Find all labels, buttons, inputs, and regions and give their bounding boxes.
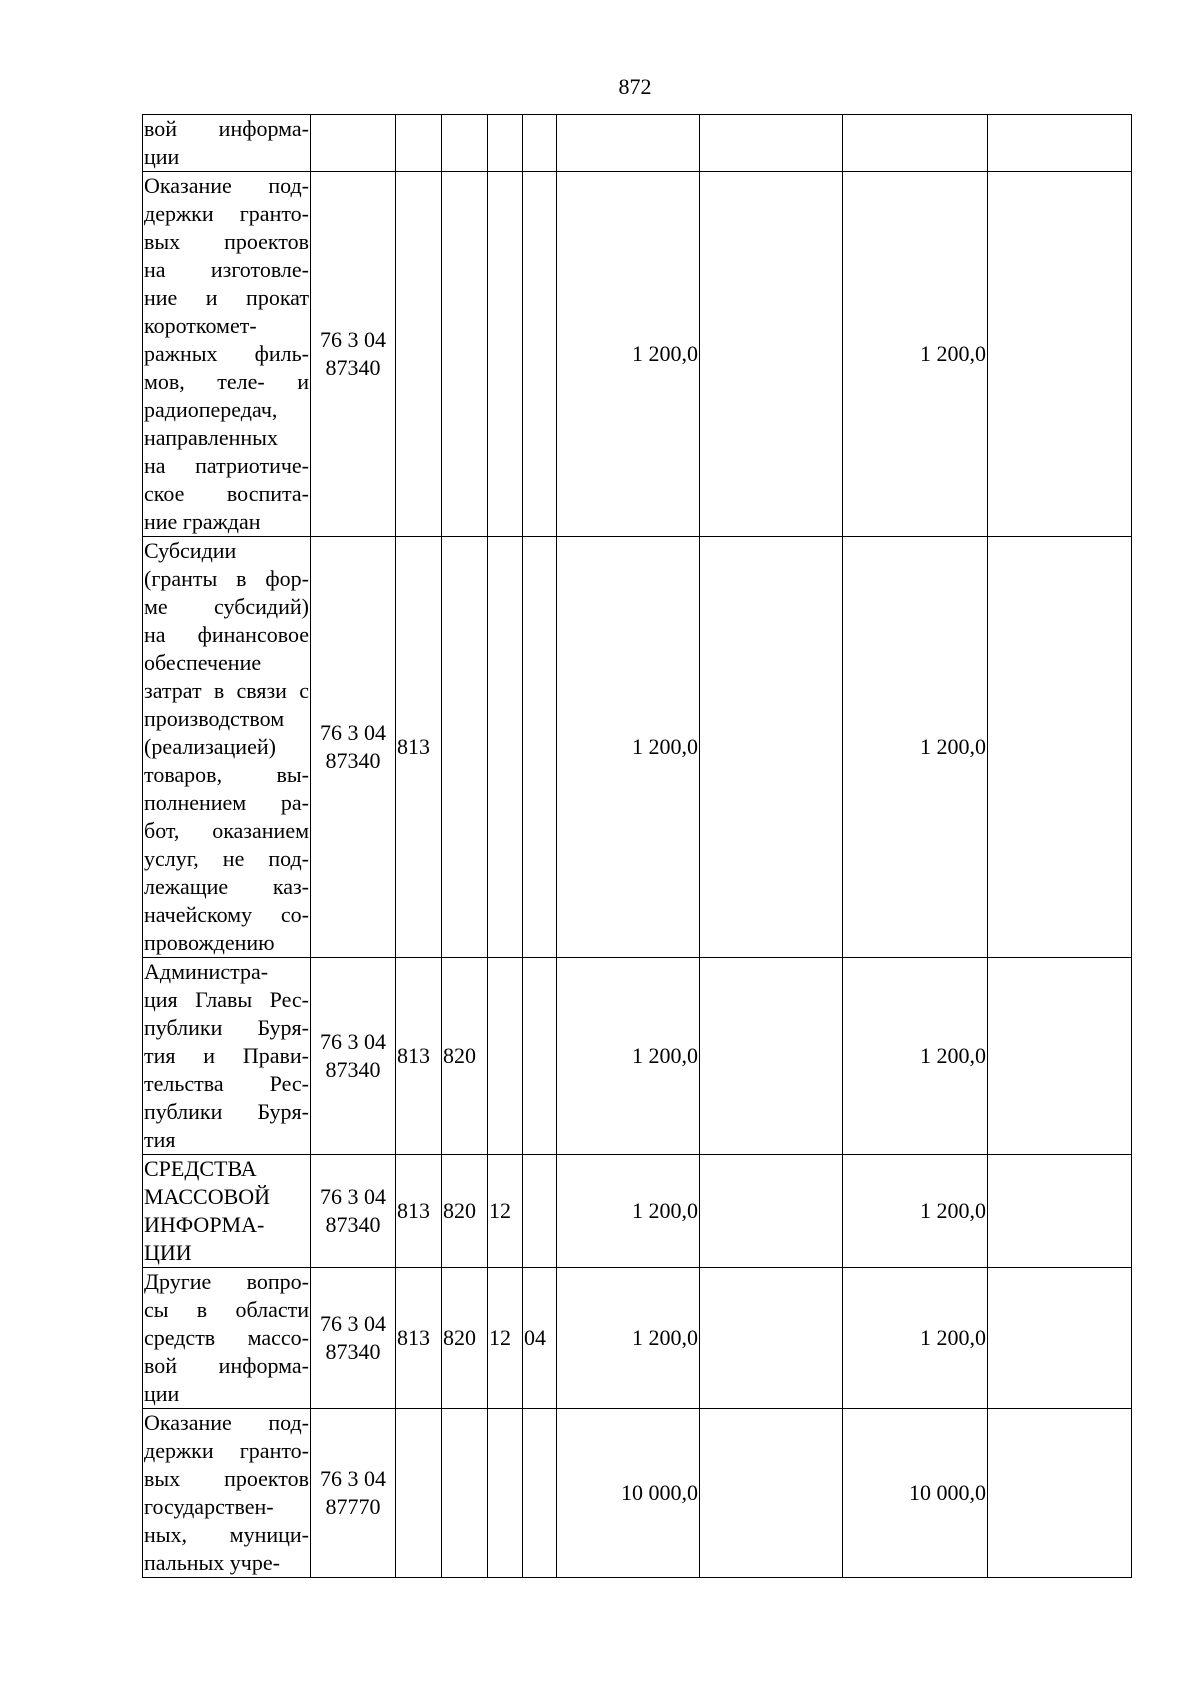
row-name-line: (реализацией) [144, 734, 276, 759]
row-name-line: радиопередач, [144, 397, 278, 422]
row-name-cell [143, 1268, 311, 1409]
row-name-line: сы в области [144, 1297, 309, 1322]
row-name-line: полнением ра- [144, 790, 309, 815]
subsection-code [523, 958, 557, 1155]
row-name-line: мов, теле- и [144, 369, 309, 394]
row-name-cell [143, 172, 311, 537]
expense-type-code [396, 115, 442, 172]
amount-cell: 1 200,0 [557, 1155, 700, 1268]
ministry-code [442, 1409, 488, 1578]
amount-cell: 10 000,0 [843, 1409, 988, 1578]
row-name-cell [143, 537, 311, 958]
subsection-code [523, 115, 557, 172]
row-name-line: вых проектов [144, 1466, 309, 1491]
row-name-line: ных, муници- [144, 1522, 309, 1547]
expense-type-code: 813 [396, 537, 442, 958]
section-code [488, 537, 523, 958]
expense-type-code: 813 [396, 1155, 442, 1268]
subsection-code [523, 1155, 557, 1268]
row-name-line: ражных филь- [144, 341, 309, 366]
target-article-code [311, 958, 396, 1155]
row-name-line: ское воспита- [144, 481, 309, 506]
table-row [143, 537, 1132, 958]
amount-cell [988, 1409, 1132, 1578]
page-number: 872 [618, 74, 652, 99]
row-name-line: направленных [144, 425, 278, 450]
target-article-code-line: 76 3 04 [320, 327, 386, 352]
target-article-code-line: 87340 [325, 355, 381, 380]
row-name-line: короткомет- [144, 313, 257, 338]
row-name-line: СРЕДСТВА [144, 1156, 257, 1181]
amount-cell: 1 200,0 [843, 1155, 988, 1268]
table-row [143, 115, 1132, 172]
row-name-line: вой информа- [144, 116, 309, 141]
section-code [488, 958, 523, 1155]
amount-cell [700, 1268, 843, 1409]
row-name-line: пальных учре- [144, 1550, 280, 1575]
ministry-code [442, 537, 488, 958]
amount-cell [988, 1268, 1132, 1409]
row-name-line: держки гранто- [144, 201, 309, 226]
amount-cell: 1 200,0 [557, 1268, 700, 1409]
section-code [488, 172, 523, 537]
expense-type-code: 813 [396, 1268, 442, 1409]
row-name-line: ЦИИ [144, 1240, 192, 1265]
row-name-line: тия и Прави- [144, 1043, 309, 1068]
row-name-line: ции [144, 144, 180, 169]
budget-table [142, 114, 1132, 1578]
amount-cell [700, 537, 843, 958]
subsection-code [523, 1409, 557, 1578]
table-row [143, 958, 1132, 1155]
target-article-code-line: 87770 [325, 1494, 381, 1519]
expense-type-code [396, 172, 442, 537]
ministry-code: 820 [442, 958, 488, 1155]
amount-cell: 1 200,0 [557, 172, 700, 537]
target-article-code-line: 87340 [325, 1057, 381, 1082]
subsection-code [523, 537, 557, 958]
target-article-code [311, 1268, 396, 1409]
target-article-code-line: 76 3 04 [320, 720, 386, 745]
row-name-line: на патриотиче- [144, 453, 309, 478]
row-name-line: публики Буря- [144, 1099, 309, 1124]
target-article-code [311, 1409, 396, 1578]
target-article-code-line: 76 3 04 [320, 1311, 386, 1336]
expense-type-code [396, 1409, 442, 1578]
target-article-code [311, 115, 396, 172]
row-name-line: тия [144, 1127, 176, 1152]
row-name-cell [143, 958, 311, 1155]
amount-cell: 1 200,0 [557, 958, 700, 1155]
row-name-line: производством [144, 706, 285, 731]
amount-cell [843, 115, 988, 172]
ministry-code: 820 [442, 1268, 488, 1409]
target-article-code-line: 76 3 04 [320, 1029, 386, 1054]
row-name-line: затрат в связи с [144, 678, 309, 703]
row-name-line: на финансовое [144, 622, 309, 647]
section-code: 12 [488, 1155, 523, 1268]
row-name-line: ции [144, 1381, 180, 1406]
table-row [143, 1155, 1132, 1268]
row-name-line: держки гранто- [144, 1438, 309, 1463]
ministry-code [442, 115, 488, 172]
row-name-line: (гранты в фор- [144, 566, 309, 591]
row-name-line: начейскому со- [144, 902, 309, 927]
target-article-code [311, 1155, 396, 1268]
amount-cell: 1 200,0 [843, 1268, 988, 1409]
row-name-line: ние и прокат [144, 285, 309, 310]
row-name-line: Оказание под- [144, 1410, 309, 1435]
target-article-code-line: 76 3 04 [320, 1466, 386, 1491]
row-name-line: средств массо- [144, 1325, 309, 1350]
amount-cell [700, 172, 843, 537]
amount-cell: 1 200,0 [843, 172, 988, 537]
row-name-line: Оказание под- [144, 173, 309, 198]
row-name-line: бот, оказанием [144, 818, 309, 843]
row-name-line: ция Главы Рес- [144, 987, 309, 1012]
ministry-code: 820 [442, 1155, 488, 1268]
row-name-line: провождению [144, 930, 275, 955]
row-name-line: МАССОВОЙ [144, 1184, 271, 1209]
row-name-line: тельства Рес- [144, 1071, 309, 1096]
amount-cell [700, 1409, 843, 1578]
row-name-line: вых проектов [144, 229, 309, 254]
table-row [143, 1409, 1132, 1578]
row-name-line: Администра- [144, 959, 269, 984]
row-name-line: товаров, вы- [144, 762, 309, 787]
section-code [488, 1409, 523, 1578]
subsection-code [523, 172, 557, 537]
amount-cell [700, 115, 843, 172]
amount-cell [700, 958, 843, 1155]
row-name-line: Субсидии [144, 538, 237, 563]
row-name-line: государствен- [144, 1494, 274, 1519]
target-article-code-line: 87340 [325, 1212, 381, 1237]
row-name-line: лежащие каз- [144, 874, 309, 899]
row-name-line: услуг, не под- [144, 846, 309, 871]
expense-type-code: 813 [396, 958, 442, 1155]
row-name-line: ние граждан [144, 509, 261, 534]
amount-cell [988, 958, 1132, 1155]
amount-cell: 1 200,0 [557, 537, 700, 958]
amount-cell [988, 115, 1132, 172]
target-article-code [311, 172, 396, 537]
row-name-line: обеспечение [144, 650, 262, 675]
target-article-code [311, 537, 396, 958]
target-article-code-line: 87340 [325, 748, 381, 773]
amount-cell [988, 1155, 1132, 1268]
target-article-code-line: 76 3 04 [320, 1184, 386, 1209]
amount-cell: 1 200,0 [843, 537, 988, 958]
amount-cell [988, 537, 1132, 958]
row-name-cell [143, 115, 311, 172]
amount-cell [557, 115, 700, 172]
row-name-line: публики Буря- [144, 1015, 309, 1040]
row-name-line: на изготовле- [144, 257, 309, 282]
target-article-code-line: 87340 [325, 1339, 381, 1364]
amount-cell [700, 1155, 843, 1268]
row-name-line: ИНФОРМА- [144, 1212, 265, 1237]
subsection-code: 04 [523, 1268, 557, 1409]
row-name-line: Другие вопро- [144, 1269, 309, 1294]
ministry-code [442, 172, 488, 537]
table-row [143, 172, 1132, 537]
amount-cell [988, 172, 1132, 537]
amount-cell: 1 200,0 [843, 958, 988, 1155]
section-code [488, 115, 523, 172]
amount-cell: 10 000,0 [557, 1409, 700, 1578]
section-code: 12 [488, 1268, 523, 1409]
row-name-line: вой информа- [144, 1353, 309, 1378]
row-name-cell [143, 1155, 311, 1268]
table-row [143, 1268, 1132, 1409]
row-name-cell [143, 1409, 311, 1578]
row-name-line: ме субсидий) [144, 594, 309, 619]
